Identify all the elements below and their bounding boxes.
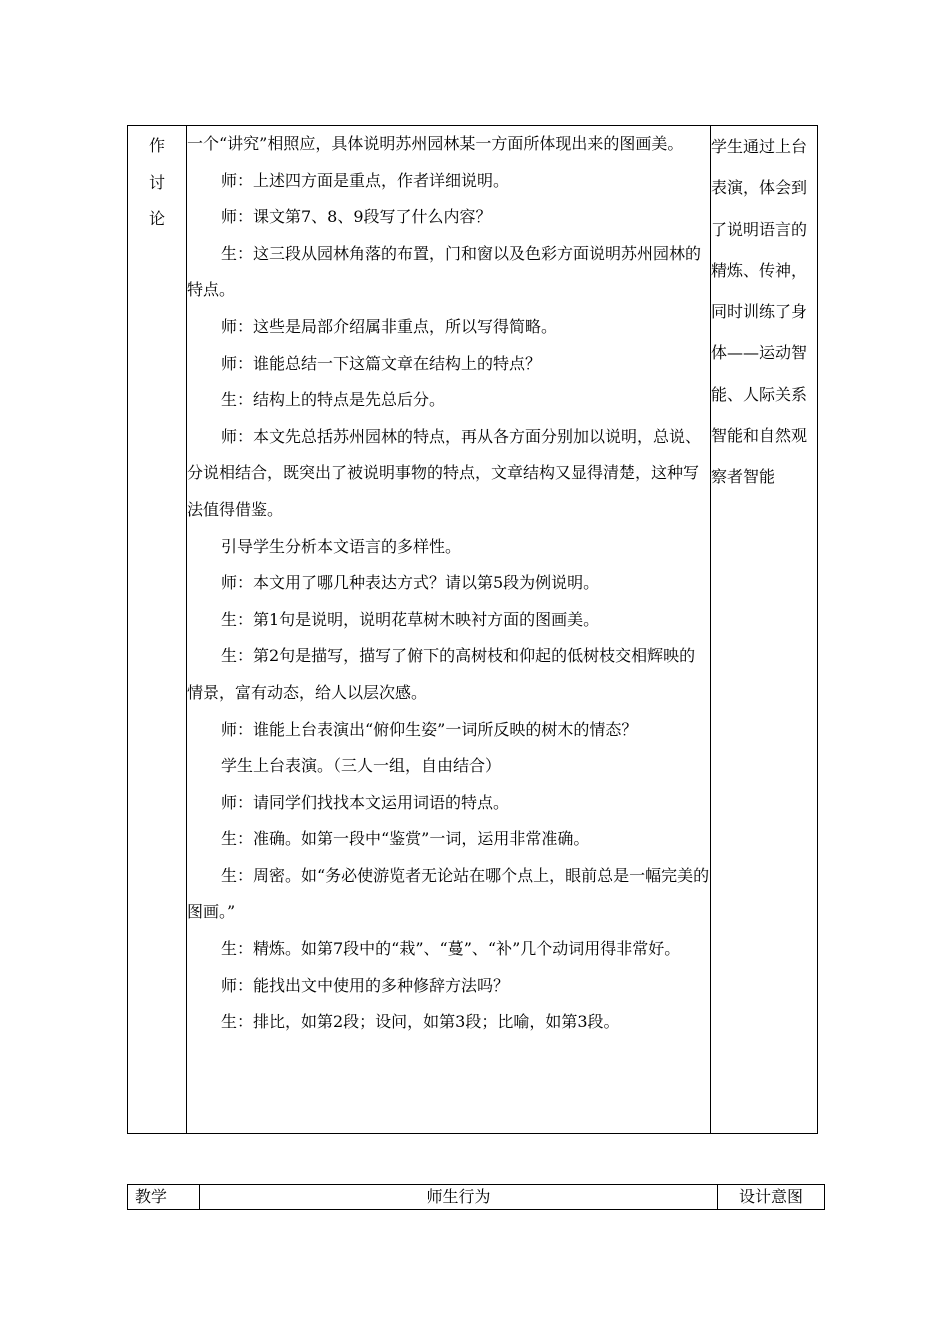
header-teaching: 教学: [128, 1185, 200, 1210]
activity-paragraph: 师：本文先总括苏州园林的特点，再从各方面分别加以说明，总说、分说相结合，既突出了被说明事物的特点，文章结构又显得清楚，这种写法值得借鉴。: [187, 426, 702, 519]
section-label-char: 论: [148, 209, 165, 229]
activity-paragraph: 生：周密。如“务必使游览者无论站在哪个点上，眼前总是一幅完美的图画。”: [187, 865, 710, 922]
header-design-intent: 设计意图: [718, 1185, 825, 1210]
activity-paragraph: 师：谁能上台表演出“俯仰生姿”一词所反映的树木的情态？: [221, 719, 638, 739]
design-intent-text: 学生通过上台表演，体会到了说明语言的精炼、传神，同时训练了身体——运动智能、人际关系智能和自然观察者智能: [711, 137, 808, 487]
activity-paragraph: 师：课文第7、8、9段写了什么内容？: [221, 207, 492, 227]
next-section-header-table: [127, 1184, 825, 1210]
activity-paragraph: 生：第2句是描写，描写了俯下的高树枝和仰起的低树枝交相辉映的情景，富有动态，给人以层次感。: [187, 646, 696, 702]
activity-paragraph: 师：本文用了哪几种表达方式？请以第5段为例说明。: [221, 573, 600, 593]
header-teacher-student-activity: 师生行为: [200, 1185, 718, 1210]
section-label-cell: [128, 126, 187, 1134]
activity-paragraph: 师：这些是局部介绍属非重点，所以写得简略。: [221, 316, 558, 336]
activity-paragraph: 生：第1句是说明，说明花草树木映衬方面的图画美。: [221, 609, 600, 629]
activity-paragraph: 师：能找出文中使用的多种修辞方法吗？: [221, 975, 510, 995]
activity-paragraph: 引导学生分析本文语言的多样性。: [221, 536, 462, 556]
design-intent-cell: [711, 126, 818, 1134]
activity-paragraph: 生：这三段从园林角落的布置，门和窗以及色彩方面说明苏州园林的特点。: [187, 243, 702, 300]
activity-paragraph: 生：准确。如第一段中“鉴赏”一词，运用非常准确。: [221, 829, 590, 849]
activity-paragraph: 生：精炼。如第7段中的“栽”、“蔓”、“补”几个动词用得非常好。: [221, 939, 681, 959]
lesson-table: [127, 125, 818, 1134]
section-label-char: 作: [148, 136, 165, 155]
activity-paragraph: 师：上述四方面是重点，作者详细说明。: [221, 170, 510, 190]
teacher-student-activity-cell: [187, 126, 711, 1134]
section-label-char: 讨: [148, 172, 165, 192]
activity-paragraph: 一个“讲究”相照应，具体说明苏州园林某一方面所体现出来的图画美。: [187, 134, 684, 153]
activity-paragraph: 师：谁能总结一下这篇文章在结构上的特点？: [221, 353, 542, 373]
activity-paragraph: 师：请同学们找找本文运用词语的特点。: [221, 792, 510, 812]
activity-paragraph: 生：排比，如第2段；设问，如第3段；比喻，如第3段。: [221, 1012, 620, 1032]
activity-paragraph: 学生上台表演。（三人一组，自由结合）: [221, 756, 502, 776]
activity-paragraph: 生：结构上的特点是先总后分。: [221, 390, 446, 410]
